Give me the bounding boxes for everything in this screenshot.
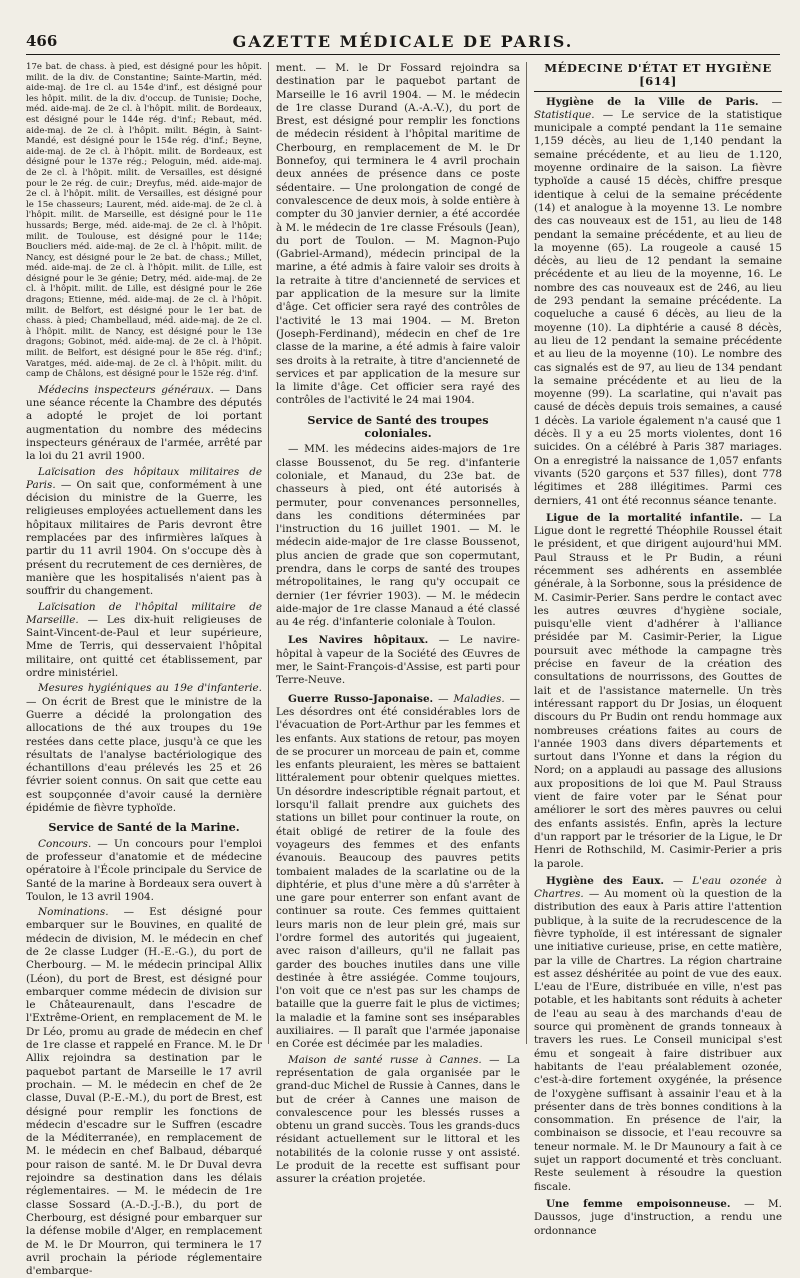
article-heading: Service de Santé de la Marine. bbox=[48, 820, 240, 835]
column-divider bbox=[526, 62, 527, 1044]
article-paragraph: Laïcisation de l'hôpital militaire de Marseille. — Les dix-huit religieuses de Saint-Vincent-de-Paul et leur supérieure, Mme de Terris, qui desservaient l'hôpital militaire, ont quitté cet établissement, par ordre ministériel. bbox=[26, 600, 262, 680]
section-heading: MÉDECINE D'ÉTAT ET HYGIÈNE [614] bbox=[534, 62, 782, 92]
article-heading: Service de Santé des troupes coloniales. bbox=[307, 412, 489, 441]
column-right bbox=[534, 61, 782, 1237]
article-paragraph: Une femme empoisonneuse. — M. Daussos, juge d'instruction, a rendu une ordonnance bbox=[534, 1197, 782, 1237]
article-paragraph: Concours. — Un concours pour l'emploi de professeur d'anatomie et de médecine opératoire à l'École principale du Service de Santé de la marine à Bordeaux sera ouvert à Toulon, le 13 avril 1904. bbox=[26, 837, 262, 903]
article-paragraph: Laïcisation des hôpitaux militaires de Paris. — On sait que, conformément à une décision du ministre de la Guerre, les religieuses employées actuellement dans les hôpitaux militaires de Paris devront être remplacées par des infirmières laïques à partir du 11 avril 1904. On s'occupe dès à présent du recrutement de ces dernières, de manière que les hospitalisés n'aient pas à souffrir du changement. bbox=[26, 465, 262, 598]
appointments-list: 17e bat. de chass. à pied, est désigné pour les hôpit. milit. de la div. de Constantine; Sainte-Martin, méd. aide-maj. de 1re cl. au 154e d'inf., est désigné pour les hôpit. milit. de la div. d'occup. de Tunisie; Doche, méd. aide-maj. de 2e cl. à l'hôpit. milit. de Bordeaux, est désigné pour le 144e rég. d'inf.; Rebaut, méd. aide-maj. de 2e cl. à l'hôpit. milit. Bégin, à Saint-Mandé, est désigné pour le 154e rég. d'inf.; Beyne, aide-maj. de 2e cl. à l'hôpit. milit. de Bordeaux, est désigné pour le 137e rég.; Peloguin, méd. aide-maj. de 2e cl. à l'hôpit. milit. de Versailles, est désigné pour le 2e rég. de cuir.; Dreyfus, méd. aide-major de 2e cl. à l'hôpit. milit. de Versailles, est désigné pour le 15e chasseurs; Laurent, méd. aide-maj. de 2e cl. à l'hôpit. milit. de Marseille, est désigné pour le 11e hussards; Berge, méd. aide-maj. de 2e cl. à l'hôpit. milit. de Toulouse, est désigné pour le 114e; Boucliers méd. aide-maj. de 2e cl. à l'hôpit. milit. de Nancy, est désigné pour le 2e bat. de chass.; Millet, méd. aide-maj. de 2e cl. à l'hôpit. milit. de Lille, est désigné pour le 3e génie; Detry, méd. aide-maj. de 2e cl. à l'hôpit. milit. de Lille, est désigné pour le 26e dragons; Etienne, méd. aide-maj. de 2e cl. à l'hôpit. milit. de Belfort, est désigné pour le 1er bat. de chass. à pied; Chambellaud, méd. aide-maj. de 2e cl. à l'hôpit. milit. de Nancy, est désigné pour le 13e dragons; Gobinot, méd. aide-maj. de 2e cl. à l'hôpit. milit. de Belfort, est désigné pour le 85e rég. d'inf.; Varatges, méd. aide-maj. de 2e cl. à l'hôpit. milit. du camp de Châlons, est désigné pour le 152e rég. d'inf. bbox=[26, 62, 262, 380]
column-divider bbox=[268, 62, 269, 1044]
article-paragraph: Les Navires hôpitaux. — Le navire-hôpital à vapeur de la Société des Œuvres de mer, le Saint-François-d'Assise, est parti pour Terre-Neuve. bbox=[276, 634, 521, 687]
page-header bbox=[26, 30, 780, 55]
article-paragraph: Hygiène de la Ville de Paris. — Statistique. — Le service de la statistique municipale a compté pendant la 11e semaine 1,159 décès, au lieu de 1,140 pendant la semaine précédente, et au lieu de 1.120, moyenne ordinaire de la saison. La fièvre typhoïde a causé 15 décès, chiffre presque identique à celui de la semaine précédente (14) et analogue à la moyenne 13. Le nombre des cas nouveaux est de 151, au lieu de 148 pendant la semaine précédente, et au lieu de la moyenne (65). La rougeole a causé 15 décès, au lieu de 12 pendant la semaine précédente et au lieu de la moyenne, 16. Le nombre des cas nouveaux est de 246, au lieu de 293 pendant la semaine précédente. La coqueluche a causé 6 décès, au lieu de la moyenne (10). La diphtérie a causé 8 décès, au lieu de 12 pendant la semaine précédente et au lieu de la moyenne (10). Le nombre des cas signalés est de 97, au lieu de 134 pendant la semaine précédente et au lieu de la moyenne (99). La scarlatine, qui n'avait pas causé de décès depuis trois semaines, a causé 1 décès. La variole également n'a causé que 1 décès. Il y a eu 25 morts violentes, dont 16 suicides. On a célébré à Paris 387 mariages. On a enregistré la naissance de 1,057 enfants vivants (520 garçons et 537 filles), dont 778 légitimes et 288 illégitimes. Parmi ces derniers, 41 ont été reconnus séance tenante. bbox=[534, 95, 782, 507]
article-paragraph: Ligue de la mortalité infantile. — La Ligue dont le regretté Théophile Roussel était le président, et que dirigent aujourd'hui MM. Paul Strauss et le Pr Budin, a réuni récemment ses adhérents en assemblée générale, à la Sorbonne, sous la présidence de M. Casimir-Perier. Sans perdre le contact avec les autres œuvres d'hygiène sociale, puisqu'elle vient d'adhérer à l'alliance présidée par M. Casimir-Perier, la Ligue poursuit avec méthode la campagne très précise en faveur de la création des consultations de nourrissons, des Gouttes de lait et de l'assistance maternelle. Un très intéressant rapport du Dr Josias, un éloquent discours du Pr Budin ont rendu hommage aux nombreuses créations faites au cours de l'année 1903 dans divers départements et surtout dans l'Yonne et dans la région du Nord; on a applaudi au passage des allusions aux propositions de loi que M. Paul Strauss vient de faire voter par le Sénat pour améliorer le sort des mères pauvres ou celui des enfants assistés. Enfin, après la lecture d'un rapport par le trésorier de la Ligue, le Dr Henri de Rothschild, M. Casimir-Perier a pris la parole. bbox=[534, 511, 782, 870]
article-paragraph: — MM. les médecins aides-majors de 1re classe Boussenot, du 5e reg. d'infanterie coloniale, et Manaud, du 23e bat. de chasseurs à pied, ont été autorisés à permuter, pour convenances personnelles, dans les conditions déterminées par l'instruction du 16 juillet 1901. — M. le médecin aide-major de 1re classe Boussenot, plus ancien de grade que son copermutant, prendra, dans le corps de santé des troupes métropolitaines, le rang qu'y occupait ce dernier (1er février 1903). — M. le médecin aide-major de 1re classe Manaud a été classé au 4e rég. d'infanterie coloniale à Toulon. bbox=[276, 443, 520, 629]
article-paragraph: ment. — M. le Dr Fossard rejoindra sa destination par le paquebot partant de Marseille le 16 avril 1904. — M. le médecin de 1re classe Durand (A.-A.-V.), du port de Brest, est désigné pour remplir les fonctions de médecin résident à l'hôpital maritime de Cherbourg, en remplacement de M. le Dr Bonnefoy, qui terminera le 4 avril prochain deux années de présence dans ce poste sédentaire. — Une prolongation de congé de convalescence de deux mois, à solde entière à compter du 30 janvier dernier, a été accordée à M. le médecin de 1re classe Frésouls (Jean), du port de Toulon. — M. Magnon-Pujo (Gabriel-Armand), médecin principal de la marine, a été admis à faire valoir ses droits à la retraite à titre d'ancienneté de services et par application de la mesure sur la limite d'âge. Cet officier sera rayé des contrôles de l'activité le 13 mai 1904. — M. Breton (Joseph-Ferdinand), médecin en chef de 1re classe de la marine, a été admis à faire valoir ses droits à la retraite, à titre d'ancienneté de services et par application de la mesure sur la limite d'âge. Cet officier sera rayé des contrôles de l'activité le 24 mai 1904. bbox=[276, 62, 520, 407]
column-left bbox=[26, 62, 262, 1278]
article-paragraph: Hygiène des Eaux. — L'eau ozonée à Chartres. — Au moment où la question de la distribution des eaux à Paris attire l'attention publique, à la suite de la recrudescence de la fièvre typhoïde, il est intéressant de signaler une initiative curieuse, prise, en cette matière, par la ville de Chartres. La région chartraine est assez déshéritée au point de vue des eaux. L'eau de l'Eure, distribuée en ville, n'est pas potable, et les habitants sont réduits à acheter de l'eau au seau à des marchands d'eau de source qui promènent de grands tonneaux à travers les rues. Le Conseil municipal s'est ému et songeait à faire distribuer aux habitants de l'eau préalablement ozonée, c'est-à-dire fortement oxygénée, la présence de l'oxygène suffisant à assainir l'eau et à la présenter dans de très bonnes conditions à la consommation. En présence de l'air, la combinaison se dissocie, et l'eau recouvre sa teneur normale. M. le Dr Maunoury a fait à ce sujet un rapport documenté et très concluant. Reste seulement à résoudre la question fiscale. bbox=[534, 874, 782, 1193]
article-paragraph: Médecins inspecteurs généraux. — Dans une séance récente la Chambre des députés a adopté le projet de loi portant augmentation du nombre des médecins inspecteurs généraux de l'armée, arrêté par la loi du 21 avril 1900. bbox=[26, 383, 262, 463]
article-paragraph: Mesures hygiéniques au 19e d'infanterie. — On écrit de Brest que le ministre de la Guerre a décidé la prolongation des allocations de thé aux troupes du 19e restées dans cette place, jusqu'à ce que les résultats de l'analyse bactériologique des échantillons d'eau prélevés les 25 et 26 février soient connus. On sait que cette eau est soupçonnée d'avoir causé la dernière épidémie de fièvre typhoïde. bbox=[26, 682, 262, 815]
article-paragraph: Maison de santé russe à Cannes. — La représentation de gala organisée par le grand-duc Michel de Russie à Cannes, dans le but de créer à Cannes une maison de convalescence pour les blessés russes a obtenu un grand succès. Tous les grands-ducs résidant actuellement sur le littoral et les notabilités de la colonie russe y ont assisté. Le produit de la recette est suffisant pour assurer la création projetée. bbox=[276, 1053, 521, 1186]
column-middle bbox=[276, 62, 521, 1186]
running-title: GAZETTE MÉDICALE DE PARIS. bbox=[232, 32, 574, 51]
article-paragraph: Guerre Russo-Japonaise. — Maladies. — Les désordres ont été considérables lors de l'évacuation de Port-Arthur par les femmes et les enfants. Aux stations de retour, pas moyen de se procurer un morceau de pain et, comme les enfants pleuraient, les mères se battaient littéralement pour obtenir quelques miettes. Un désordre indescriptible régnait partout, et lorsqu'il fallait prendre aux guichets des stations un billet pour continuer la route, on était obligé de retirer de la foule des voyageurs des femmes et des enfants évanouis. Beaucoup des pauvres petits tombaient malades de la scarlatine ou de la diphtérie, et plus d'une mère a dû s'arrêter à une gare pour enterrer son enfant avant de continuer sa route. Ces femmes quittaient leurs maris non de leur plein gré, mais sur l'ordre formel des autorités qui jugeaient, avec raison d'ailleurs, qu'il ne fallait pas garder des bouches inutiles dans une ville destinée à être assiégée. Comme toujours, l'on voit que ce n'est pas sur les champs de bataille que la guerre fait le plus de victimes; la maladie et la famine sont ses inséparables auxiliaires. — Il paraît que l'armée japonaise en Corée est décimée par les maladies. bbox=[276, 692, 521, 1051]
article-paragraph: Nominations. — Est désigné pour embarquer sur le Bouvines, en qualité de médecin de division, M. le médecin en chef de 2e classe Ludger (H.-E.-G.), du port de Cherbourg. — M. le médecin principal Allix (Léon), du port de Brest, est désigné pour embarquer comme médecin de division sur le Châteaurenault, dans l'escadre de l'Extrême-Orient, en remplacement de M. le Dr Léo, promu au grade de médecin en chef de 1re classe et rappelé en France. M. le Dr Allix rejoindra sa destination par le paquebot partant de Marseille le 17 avril prochain. — M. le médecin en chef de 2e classe, Duval (P.-E.-M.), du port de Brest, est désigné pour remplir les fonctions de médecin d'escadre sur le Suffren (escadre de la Méditerranée), en remplacement de M. le médecin en chef Balbaud, débarqué pour raison de santé. M. le Dr Duval devra rejoindre sa destination dans les délais réglementaires. — M. le médecin de 1re classe Sossard (A.-D.-J.-B.), du port de Cherbourg, est désigné pour embarquer sur la défense mobile d'Alger, en remplacement de M. le Dr Mourron, qui terminera le 17 avril prochain la période réglementaire d'embarque- bbox=[26, 906, 262, 1278]
page-number: 466 bbox=[26, 32, 58, 50]
